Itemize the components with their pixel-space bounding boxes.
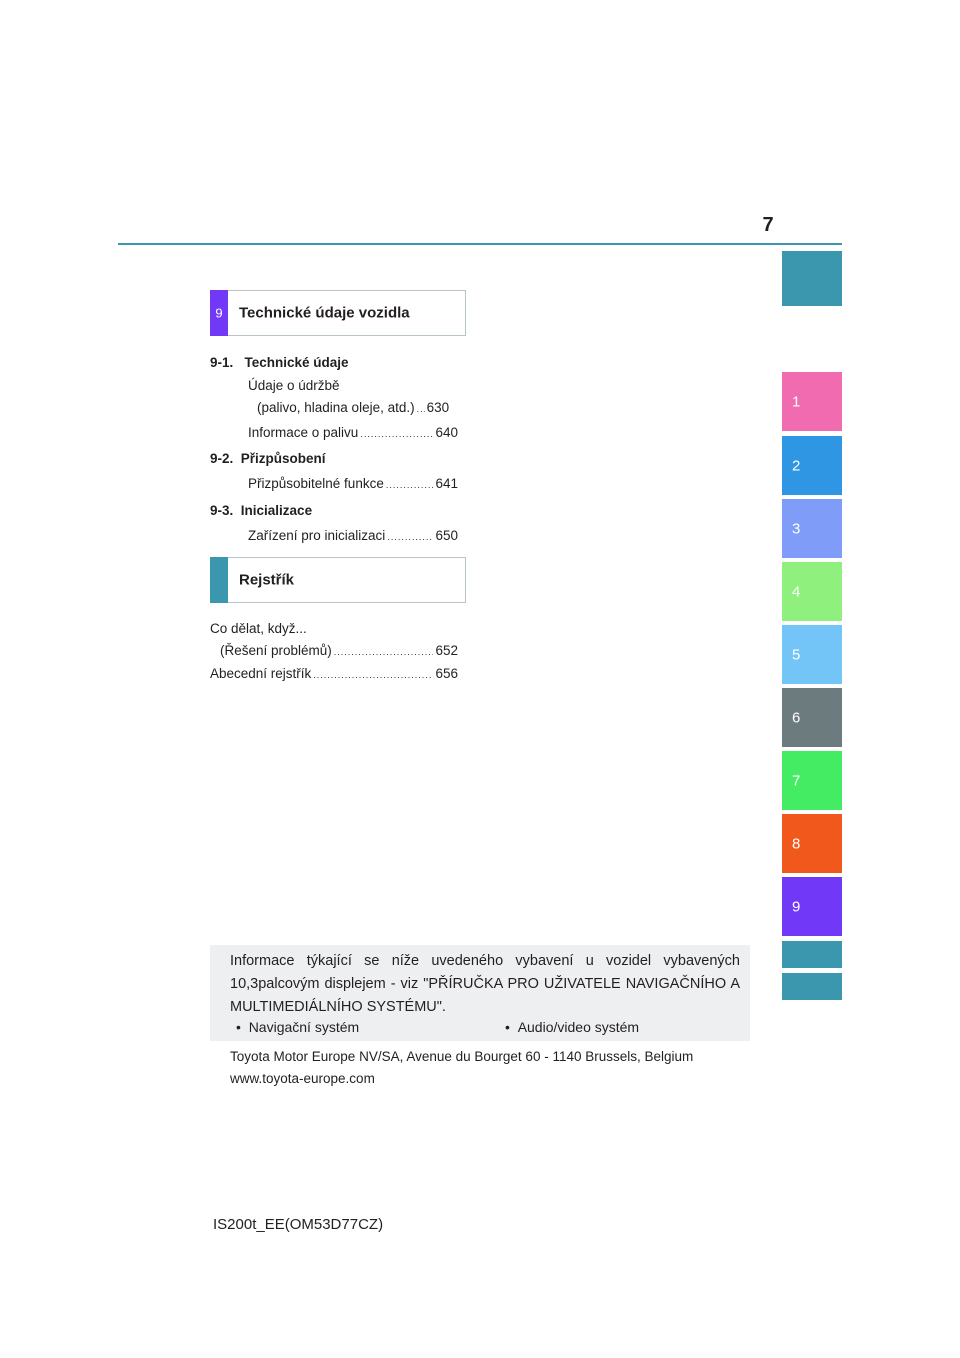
toc-item-what-to-do[interactable]: Co dělat, když... (210, 621, 307, 636)
company-address: Toyota Motor Europe NV/SA, Avenue du Bourget 60 - 1140 Brussels, Belgium (230, 1049, 694, 1064)
section-9-title: Technické údaje vozidla (239, 304, 410, 322)
info-box (210, 945, 750, 1041)
index-section-bar (210, 557, 228, 603)
tab-chapter-8[interactable]: 8 (782, 814, 842, 873)
toc-item-maintenance-data[interactable]: Údaje o údržbě (248, 378, 340, 393)
toc-heading-9-3[interactable]: 9-3. Inicializace (210, 503, 313, 518)
section-9-header (210, 290, 466, 336)
index-section-header (210, 557, 466, 603)
tab-chapter-3[interactable]: 3 (782, 499, 842, 558)
tab-chapter-9[interactable]: 9 (782, 877, 842, 936)
info-text: Informace týkající se níže uvedeného vybavení u vozidel vybavených 10,3palcovým displejem - viz "PŘÍRUČKA PRO UŽIVATELE NAVIGAČNÍHO A MULTIMEDIÁLNÍHO SYSTÉMU". (230, 953, 740, 1015)
toc-item-troubleshooting[interactable]: (Řešení problémů) ..... 652 (220, 643, 458, 658)
section-9-number: 9 (215, 305, 223, 321)
tab-blank-bottom-1[interactable] (782, 941, 842, 968)
toc-heading-9-2[interactable]: 9-2. Přizpůsobení (210, 451, 326, 466)
tab-blank-bottom-2[interactable] (782, 973, 842, 1000)
bullet-audio-video: • Audio/video systém (505, 1019, 640, 1035)
tab-chapter-2[interactable]: 2 (782, 436, 842, 495)
header-rule (118, 243, 842, 245)
tab-chapter-1[interactable]: 1 (782, 372, 842, 431)
document-code: IS200t_EE(OM53D77CZ) (213, 1216, 384, 1233)
toc-item-initialization[interactable]: Zařízení pro inicializaci ..... 650 (248, 528, 458, 543)
index-section-title: Rejstřík (239, 571, 295, 589)
bullet-navigation: • Navigační systém (236, 1019, 360, 1035)
tab-chapter-5[interactable]: 5 (782, 625, 842, 684)
section-9-number-bar (210, 290, 228, 336)
toc-item-fuel-info[interactable]: Informace o palivu ..... 640 (248, 425, 458, 440)
tab-chapter-4[interactable]: 4 (782, 562, 842, 621)
toc-item-fuel-oil[interactable]: (palivo, hladina oleje, atd.) ..... 630 (257, 400, 458, 415)
toc-item-customizable-features[interactable]: Přizpůsobitelné funkce ..... 641 (248, 476, 458, 491)
tab-blank-top[interactable] (782, 251, 842, 306)
toc-heading-9-1[interactable]: 9-1. Technické údaje (210, 355, 349, 370)
page-number: 7 (762, 214, 774, 236)
tab-chapter-6[interactable]: 6 (782, 688, 842, 747)
tab-chapter-7[interactable]: 7 (782, 751, 842, 810)
toc-item-alphabetical-index[interactable]: Abecední rejstřík ..... 656 (210, 666, 458, 681)
company-url[interactable]: www.toyota-europe.com (230, 1071, 375, 1086)
